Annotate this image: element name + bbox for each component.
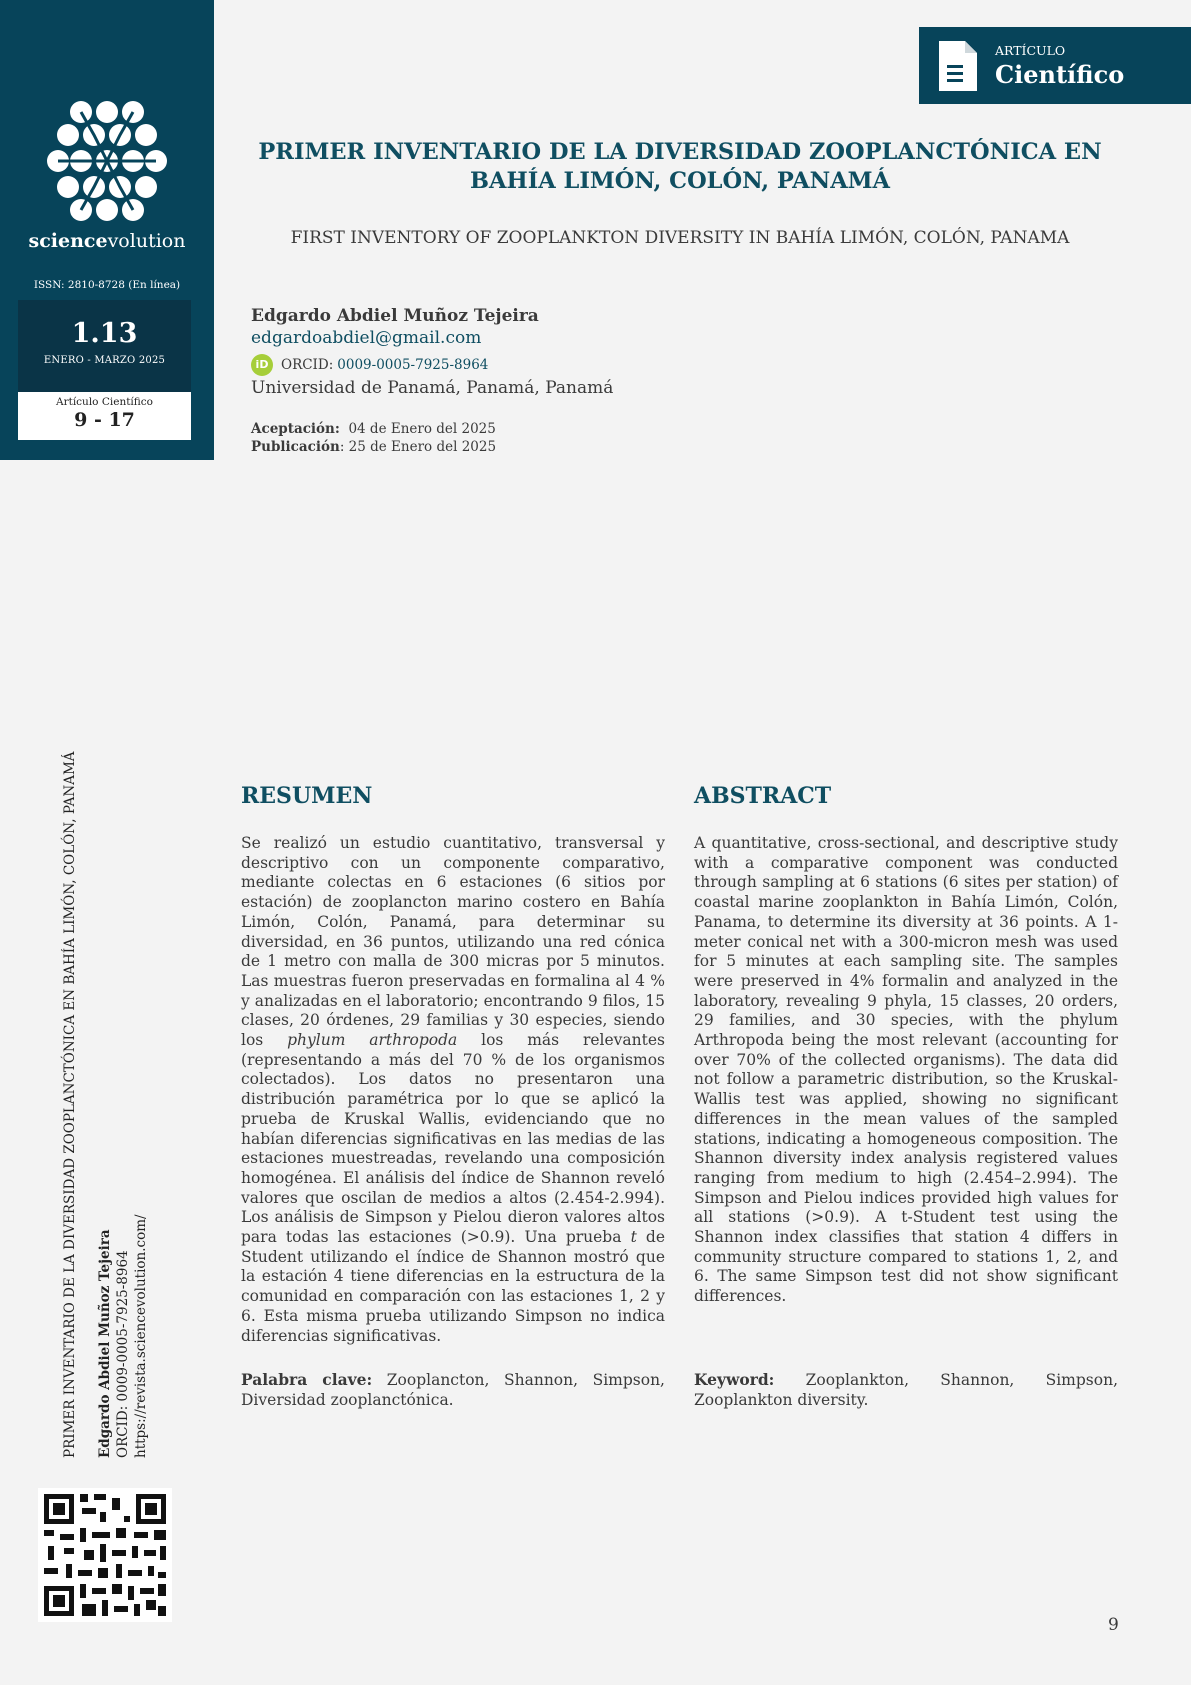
badge-small-label: ARTÍCULO	[995, 43, 1066, 58]
keywords-label-en: Keyword:	[694, 1370, 775, 1389]
molecule-logo-icon	[46, 100, 168, 222]
vertical-orcid: ORCID: 0009-0005-7925-8964	[115, 1250, 131, 1458]
qr-code	[38, 1488, 172, 1622]
abstract-body: A quantitative, cross-sectional, and descriptive study with a comparative component was conducted through sampling at 6 stations (6 sites per station) of coastal marine zooplankton in Bahía Limón, Colón, Panama, to determine its diversity at 36 points. A 1-meter conical net with a 300-micron mesh was used for 5 minutes at each sampling site. The samples were preserved in 4% formalin and analyzed in the laboratory, revealing 9 phyla, 15 classes, 20 orders, 29 families, and 30 species, with the phylum Arthropoda being the most relevant (accounting for over 70% of the collected organisms). The data did not follow a parametric distribution, so the Kruskal-Wallis test was applied, showing no significant differences in the mean values of the sampled stations, indicating a homogeneous composition. The Shannon diversity index analysis registered values ranging from medium to high (2.454–2.994). The Simpson and Pielou indices provided high values for all stations (>0.9). A t-Student test using the Shannon index classifies that station 4 differs in community structure compared to stations 1, 2, and 6. The same Simpson test did not show significant differences.	[694, 834, 1118, 1306]
acceptance-date: 04 de Enero del 2025	[348, 421, 496, 437]
pages-box	[18, 392, 191, 440]
abstract-keywords	[694, 1370, 1118, 1410]
page-range: 9 - 17	[74, 409, 135, 431]
keywords-label-es: Palabra clave:	[241, 1370, 373, 1389]
acceptance-label: Aceptación:	[251, 421, 340, 437]
abstract-heading: ABSTRACT	[694, 783, 832, 809]
orcid-link[interactable]: 0009-0005-7925-8964	[337, 357, 489, 373]
volume-box	[18, 300, 191, 392]
badge-big-label: Científico	[995, 60, 1125, 89]
volume-number: 1.13	[71, 318, 138, 349]
orcid-icon: iD	[251, 354, 273, 376]
vertical-author-info	[96, 1214, 150, 1458]
author-email[interactable]: edgardoabdiel@gmail.com	[251, 328, 482, 348]
journal-sidebar	[0, 0, 214, 460]
issue-date: ENERO - MARZO 2025	[43, 355, 166, 366]
orcid-row	[251, 354, 613, 376]
author-affiliation: Universidad de Panamá, Panamá, Panamá	[251, 378, 614, 398]
article-type-label: Artículo Científico	[56, 396, 153, 408]
author-block	[251, 306, 613, 456]
author-name: Edgardo Abdiel Muñoz Tejeira	[251, 306, 539, 326]
vertical-author-name: Edgardo Abdiel Muñoz Tejeira	[97, 1229, 113, 1458]
issn: ISSN: 2810-8728 (En línea)	[33, 279, 181, 291]
page-number: 9	[1108, 1615, 1119, 1635]
journal-brand: sciencevolution	[28, 230, 186, 252]
vertical-url[interactable]: https://revista.sciencevolution.com/	[133, 1214, 149, 1458]
article-title-english: FIRST INVENTORY OF ZOOPLANKTON DIVERSITY IN BAHÍA LIMÓN, COLÓN, PANAMA	[290, 228, 1070, 248]
publication-dates	[251, 420, 613, 456]
keywords-es: Zooplancton, Shannon, Simpson, Diversidad zooplanctónica.	[241, 1371, 665, 1409]
orcid-label: ORCID:	[281, 357, 334, 373]
vertical-running-title: PRIMER INVENTARIO DE LA DIVERSIDAD ZOOPLANCTÓNICA EN BAHÍA LIMÓN, COLÓN, PANAMÁ	[62, 751, 78, 1458]
document-icon	[939, 41, 977, 91]
resumen-heading: RESUMEN	[241, 783, 373, 809]
publication-label: Publicación	[251, 439, 340, 455]
resumen-keywords	[241, 1370, 665, 1410]
keywords-en: Zooplankton, Shannon, Simpson, Zooplankton diversity.	[694, 1371, 1118, 1409]
resumen-body: Se realizó un estudio cuantitativo, transversal y descriptivo con un componente comparativo, mediante colectas en 6 estaciones (6 sitios por estación) de zooplancton marino costero en Bahía Limón, Colón, Panamá, para determinar su diversidad, en 36 puntos, utilizando una red cónica de 1 metro con malla de 300 micras por 5 minutos. Las muestras fueron preservadas en formalina al 4 % y analizadas en el laboratorio; encontrando 9 filos, 15 clases, 20 órdenes, 29 familias y 30 especies, siendo los phylum arthropoda los más relevantes (representando a más del 70 % de los organismos colectados). Los datos no presentaron una distribución paramétrica por lo que se aplicó la prueba de Kruskal Wallis, evidenciando que no habían diferencias significativas en las medias de las estaciones muestreadas, revelando una composición homogénea. El análisis del índice de Shannon reveló valores que oscilan de medios a altos (2.454-2.994). Los análisis de Simpson y Pielou dieron valores altos para todas las estaciones (>0.9). Una prueba t de Student utilizando el índice de Shannon mostró que la estación 4 tiene diferencias en la estructura de la comunidad en comparación con las estaciones 1, 2 y 6. Esta misma prueba utilizando Simpson no indica diferencias significativas.	[241, 834, 666, 1345]
article-type-badge	[919, 27, 1191, 104]
publication-date: : 25 de Enero del 2025	[339, 439, 497, 455]
article-title: PRIMER INVENTARIO DE LA DIVERSIDAD ZOOPLANCTÓNICA EN BAHÍA LIMÓN, COLÓN, PANAMÁ	[258, 139, 1102, 194]
